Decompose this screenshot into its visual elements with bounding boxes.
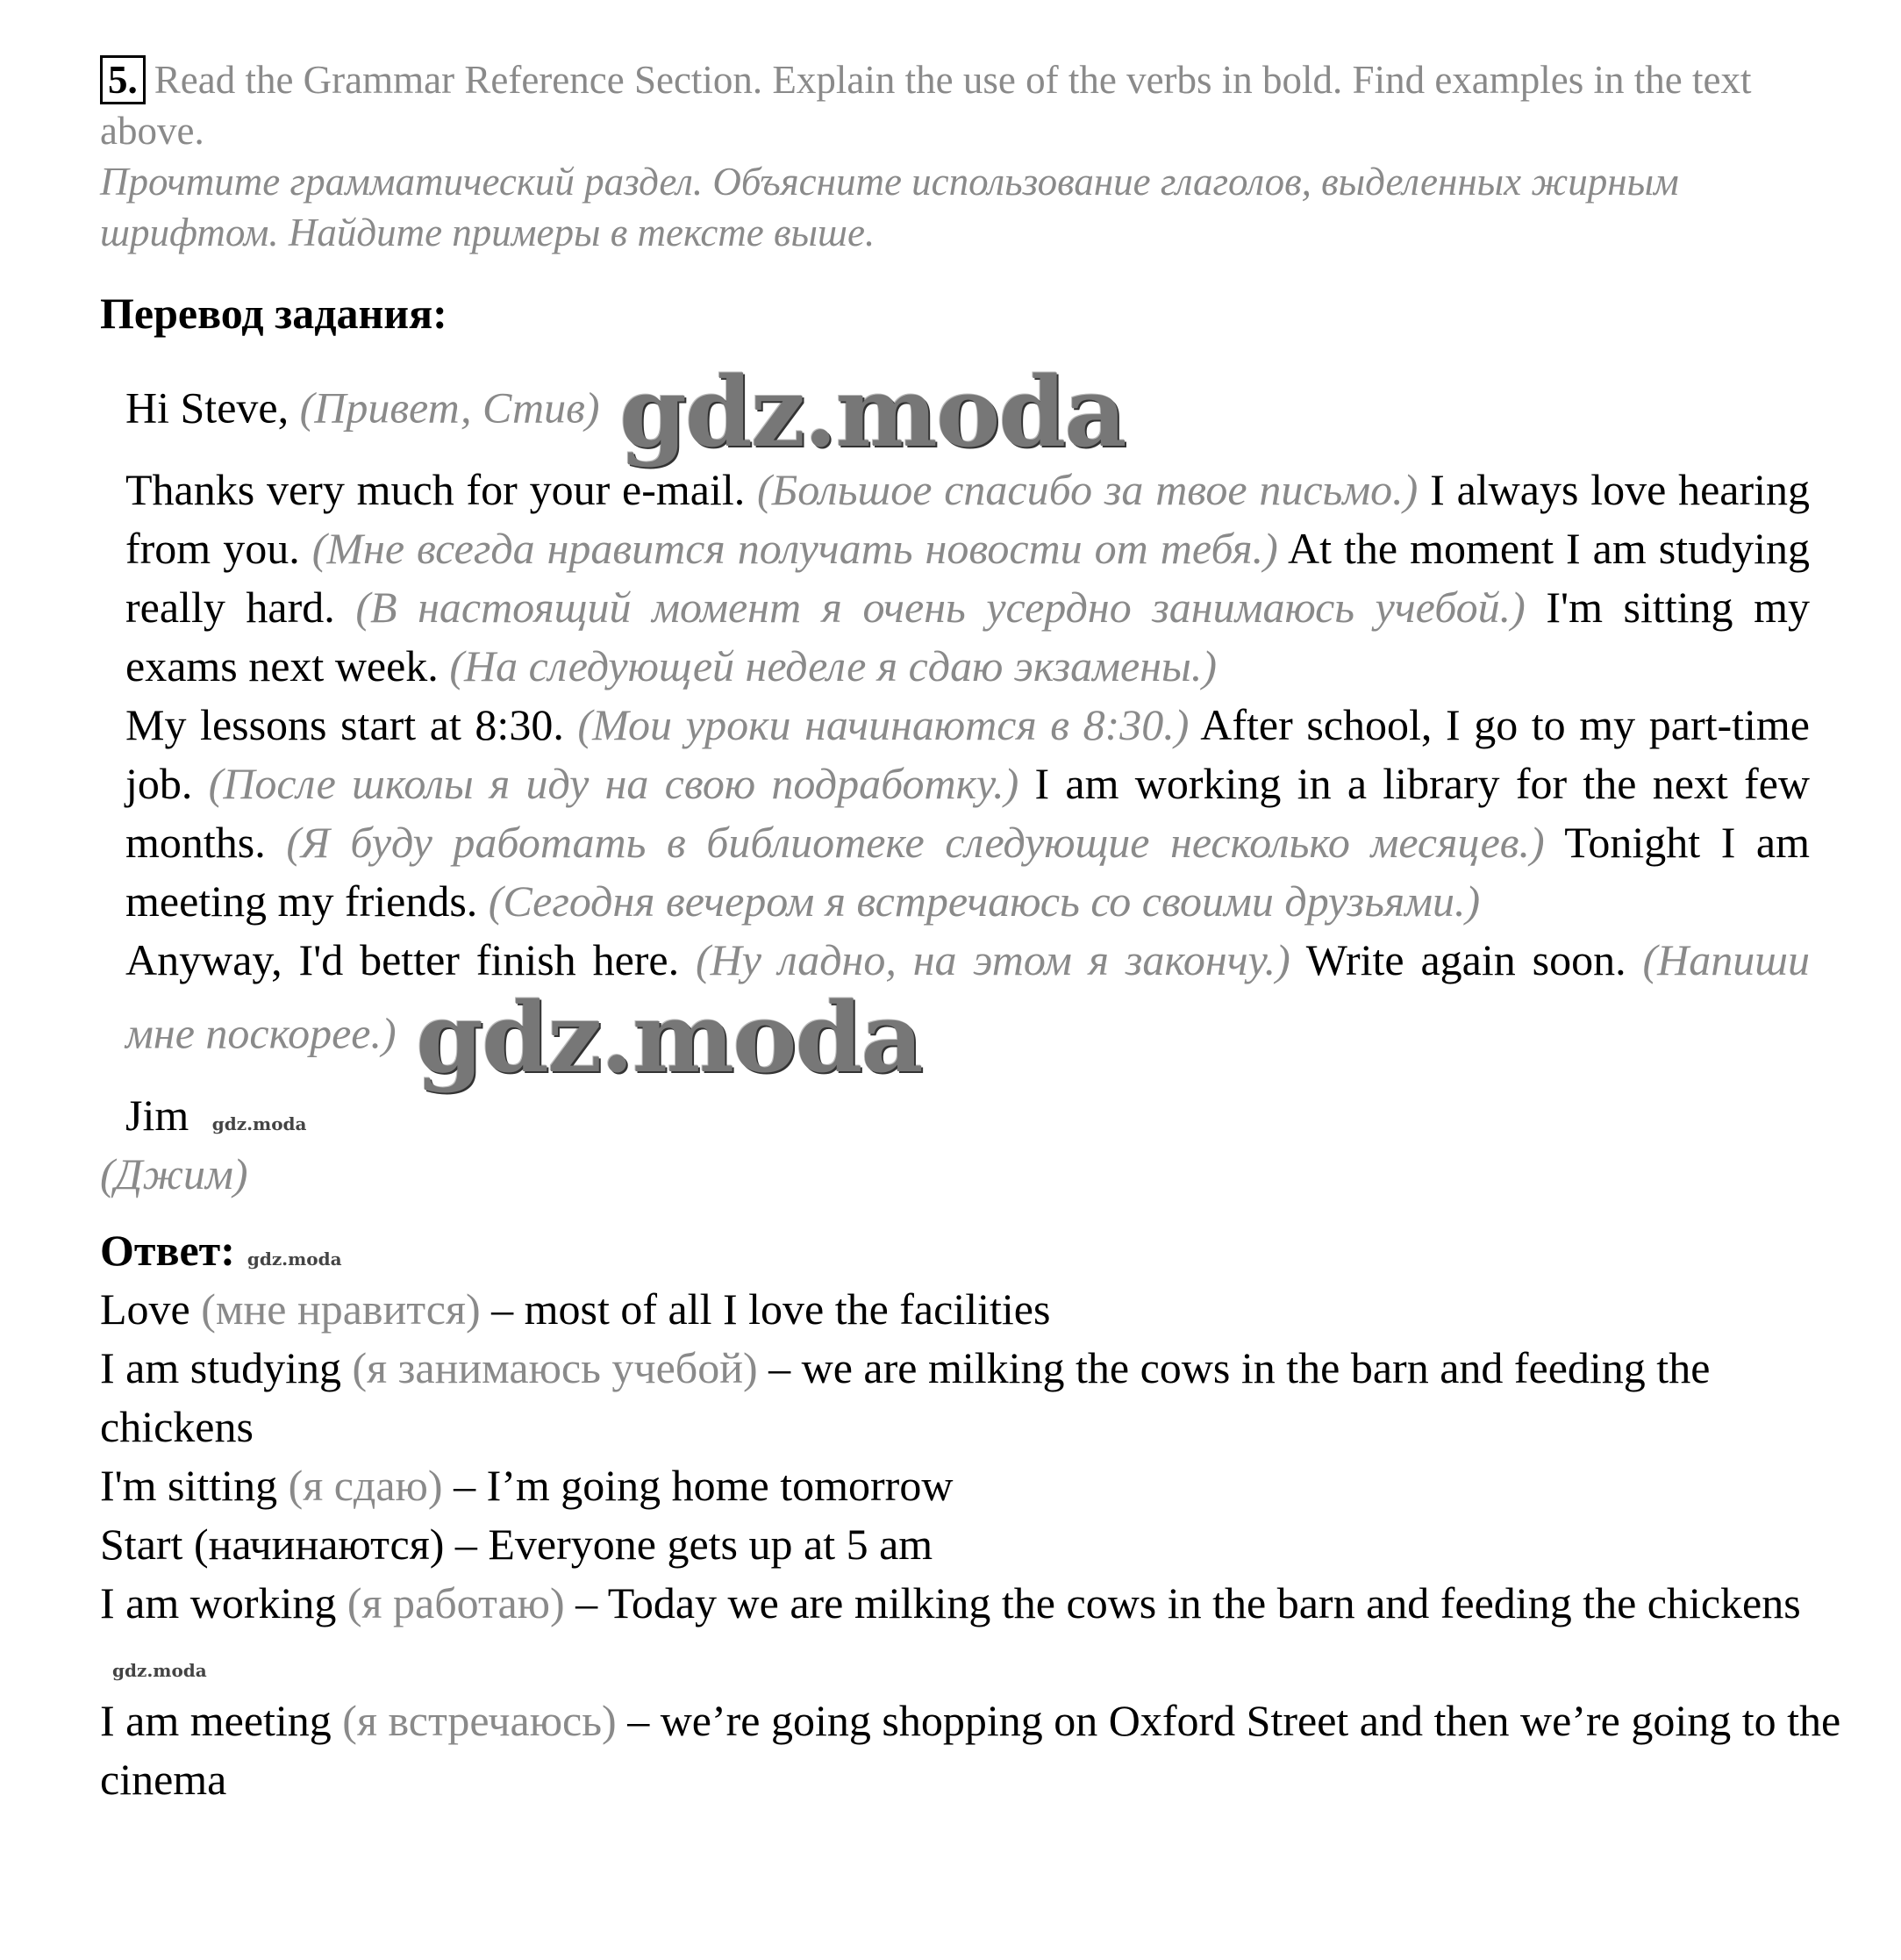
answer-translation: (я занимаюсь учебой) <box>352 1343 758 1392</box>
answer-example: – most of all I love the facilities <box>491 1284 1051 1334</box>
letter-paragraph <box>125 1086 1810 1145</box>
letter-paragraph <box>125 355 1810 469</box>
answer-heading: Ответ: <box>100 1226 235 1275</box>
translation-segment: (После школы я иду на свою подработку.) <box>208 759 1019 808</box>
instruction-en: Read the Grammar Reference Section. Explain the use of the verbs in bold. Find examples in the text above. <box>100 58 1752 153</box>
answer-item <box>100 1280 1855 1339</box>
answer-list <box>100 1280 1855 1809</box>
english-segment: After school, I go to my part-time job. <box>125 700 1810 808</box>
answer-translation: (я работаю) <box>347 1578 565 1627</box>
letter-paragraph <box>125 461 1810 696</box>
page <box>0 54 1901 1809</box>
instruction-ru: Прочтите грамматический раздел. Объясните использование глаголов, выделенных жирным шрифтом. Найдите примеры в тексте выше. <box>100 160 1679 254</box>
english-segment: I always love hearing from you. <box>125 465 1811 573</box>
answer-item <box>100 1515 1855 1574</box>
english-segment: I am working in a library for the next few months. <box>125 759 1811 867</box>
answer-item <box>100 1692 1855 1809</box>
translation-segment: (Мне всегда нравится получать новости от тебя.) <box>311 524 1278 573</box>
answer-heading-row <box>100 1221 1901 1280</box>
answer-example: – Everyone gets up at 5 am <box>454 1520 933 1569</box>
answer-example: – we’re going shopping on Oxford Street and then we’re going to the cinema <box>100 1696 1841 1804</box>
english-segment: Thanks very much for your e-mail. <box>125 465 746 514</box>
answer-example: – we are milking the cows in the barn and feeding the chickens <box>100 1343 1711 1451</box>
watermark-small: gdz.moda <box>247 1248 342 1270</box>
translation-segment: (Большое спасибо за твое письмо.) <box>757 465 1419 514</box>
answer-verb: Love <box>100 1284 190 1334</box>
english-segment: My lessons start at 8:30. <box>125 700 564 749</box>
answer-translation: (начинаются) <box>193 1520 445 1569</box>
watermark-small: gdz.moda <box>211 1113 307 1134</box>
english-segment: Tonight I am meeting my friends. <box>125 818 1811 926</box>
translation-segment: (На следующей неделе я сдаю экзамены.) <box>449 641 1218 690</box>
english-segment: I'm sitting my exams next week. <box>125 583 1811 690</box>
translation-segment: (Напиши мне поскорее.) <box>125 935 1810 1058</box>
translation-segment: (Я буду работать в библиотеке следующие несколько месяцев.) <box>286 818 1545 867</box>
english-segment: Anyway, I'd better finish here. <box>125 935 680 984</box>
answer-translation: (я встречаюсь) <box>342 1696 617 1745</box>
translation-segment: (Мои уроки начинаются в 8:30.) <box>577 700 1190 749</box>
translation-segment: (В настоящий момент я очень усердно занимаюсь учебой.) <box>355 583 1526 632</box>
task-number: 5. <box>100 55 146 104</box>
answer-item <box>100 1456 1855 1515</box>
english-segment: Write again soon. <box>1305 935 1626 984</box>
answer-verb: I am meeting <box>100 1696 332 1745</box>
english-segment: Hi Steve, <box>125 383 289 433</box>
letter-text <box>125 355 1811 1145</box>
answer-example: – I’m going home tomorrow <box>454 1461 954 1510</box>
signature-ru: (Джим) <box>100 1149 248 1198</box>
translation-heading: Перевод задания: <box>100 289 447 338</box>
translation-segment: (Сегодня вечером я встречаюсь со своими друзьями.) <box>488 876 1481 926</box>
english-segment: Jim <box>125 1091 189 1140</box>
letter-paragraph <box>125 931 1810 1094</box>
answer-verb: I'm sitting <box>100 1461 278 1510</box>
translation-segment: (Ну ладно, на этом я закончу.) <box>696 935 1290 984</box>
english-segment: At the moment I am studying really hard. <box>125 524 1810 632</box>
answer-verb: I am studying <box>100 1343 341 1392</box>
answer-verb: Start <box>100 1520 183 1569</box>
answer-example: – Today we are milking the cows in the barn and feeding the chickens <box>575 1578 1801 1627</box>
letter-paragraph <box>125 696 1810 931</box>
translation-segment: (Привет, Стив) <box>299 383 600 433</box>
watermark-small: gdz.moda <box>112 1660 207 1681</box>
answer-translation: (я сдаю) <box>288 1461 443 1510</box>
answer-translation: (мне нравится) <box>201 1284 481 1334</box>
task-instruction <box>100 54 1819 258</box>
watermark: gdz.moda <box>618 355 1126 469</box>
answer-verb: I am working <box>100 1578 337 1627</box>
answer-item <box>100 1339 1855 1456</box>
answer-item <box>100 1574 1855 1692</box>
watermark: gdz.moda <box>416 981 922 1094</box>
